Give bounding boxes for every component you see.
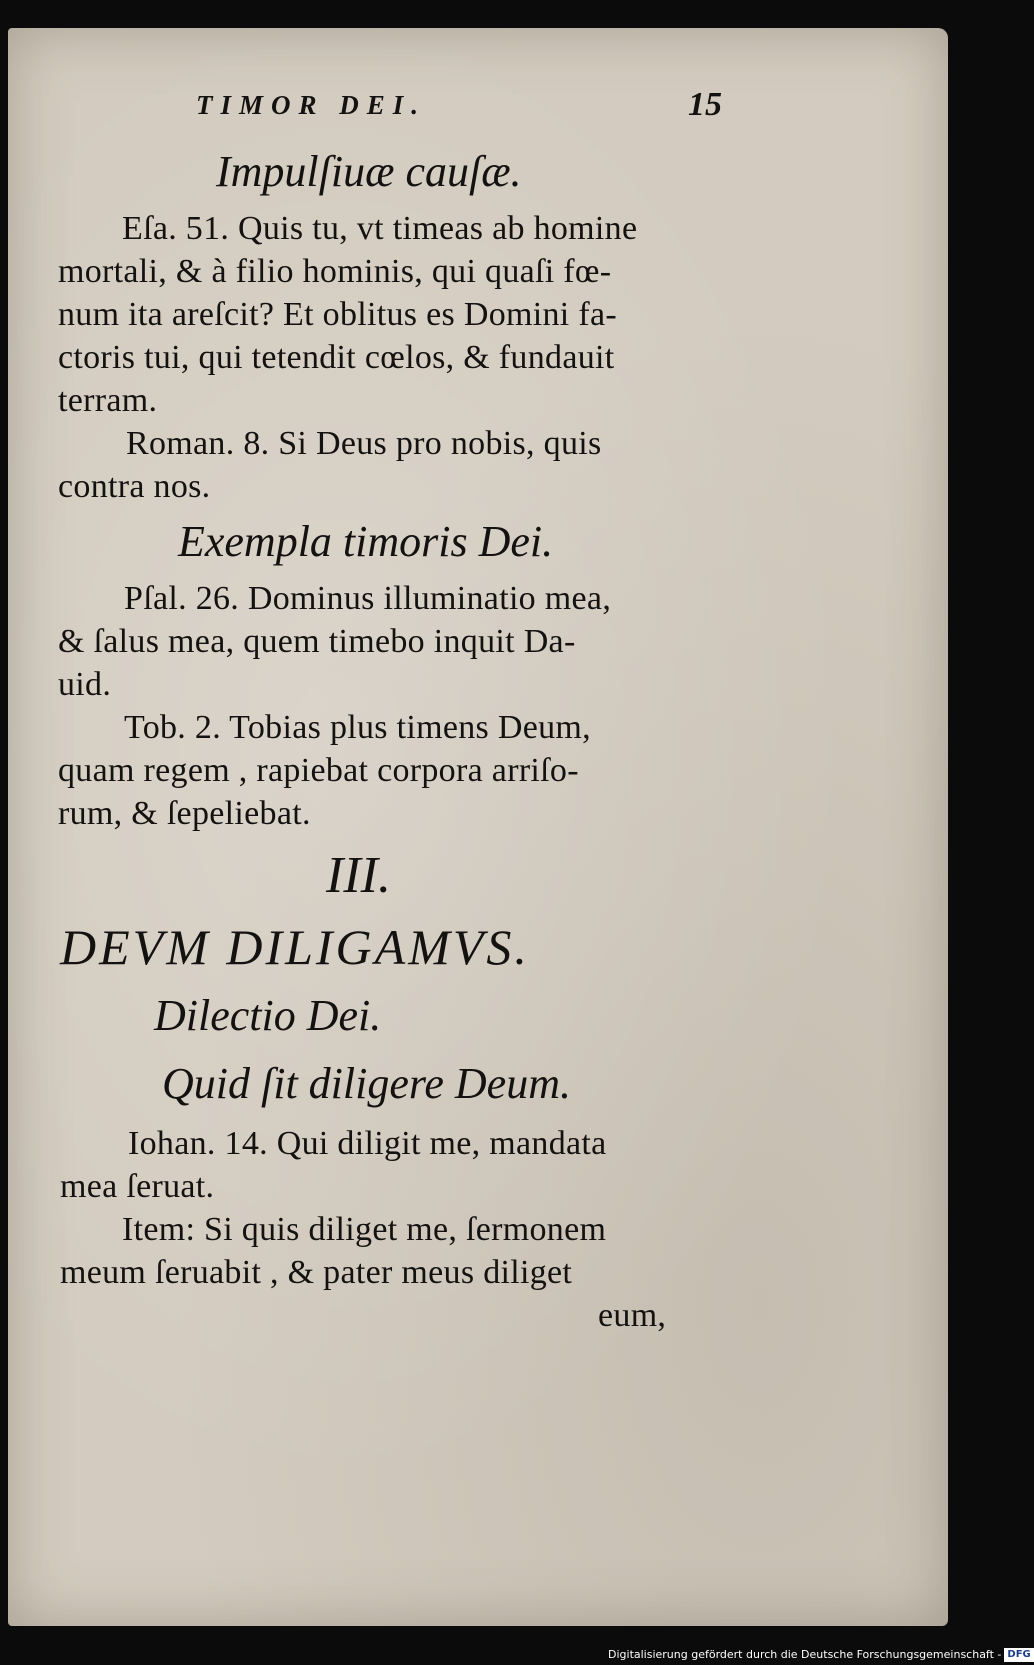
text-line: Iohan. 14. Qui diligit me, mandata	[128, 1125, 607, 1162]
section-heading-examples: Exempla timoris Dei.	[178, 517, 554, 566]
section-heading-quid-sit: Quid ſit diligere Deum.	[162, 1059, 571, 1108]
digitization-credit	[608, 1645, 1031, 1665]
running-head: TIMOR DEI.	[196, 90, 427, 120]
dfg-logo: DFG	[1004, 1648, 1033, 1662]
text-line: meum ſeruabit , & pater meus diliget	[60, 1254, 573, 1291]
text-line: num ita areſcit? Et oblitus es Domini fa-	[58, 296, 617, 333]
chapter-title: DEVM DILIGAMVS.	[60, 919, 530, 975]
text-line: terram.	[58, 382, 158, 419]
text-line: Pſal. 26. Dominus illuminatio mea,	[124, 580, 612, 617]
text-line: mortali, & à filio hominis, qui quaſi fœ-	[58, 253, 612, 290]
text-line: Item: Si quis diliget me, ſermonem	[122, 1211, 607, 1248]
page-number: 15	[688, 86, 722, 123]
text-line: & ſalus mea, quem timebo inquit Da-	[58, 623, 576, 660]
catchword: eum,	[598, 1297, 667, 1334]
text-line: quam regem , rapiebat corpora arriſo-	[58, 752, 579, 789]
text-line: rum, & ſepeliebat.	[58, 795, 311, 832]
subtitle-dilectio-dei: Dilectio Dei.	[154, 991, 382, 1040]
section-heading-impulsive-causes: Impulſiuæ cauſæ.	[216, 147, 522, 196]
book-page	[8, 28, 948, 1626]
text-line: Eſa. 51. Quis tu, vt timeas ab homine	[122, 210, 638, 247]
text-line: uid.	[58, 666, 112, 703]
text-line: ctoris tui, qui tetendit cœlos, & fundauit	[58, 339, 615, 376]
text-line: mea ſeruat.	[60, 1168, 215, 1205]
chapter-numeral: III.	[326, 847, 391, 904]
page-text-block	[58, 28, 722, 1626]
text-line: Roman. 8. Si Deus pro nobis, quis	[126, 425, 602, 462]
text-line: Tob. 2. Tobias plus timens Deum,	[124, 709, 591, 746]
credit-text: Digitalisierung gefördert durch die Deutsche Forschungsgemeinschaft -	[608, 1648, 1002, 1661]
text-line: contra nos.	[58, 468, 211, 505]
